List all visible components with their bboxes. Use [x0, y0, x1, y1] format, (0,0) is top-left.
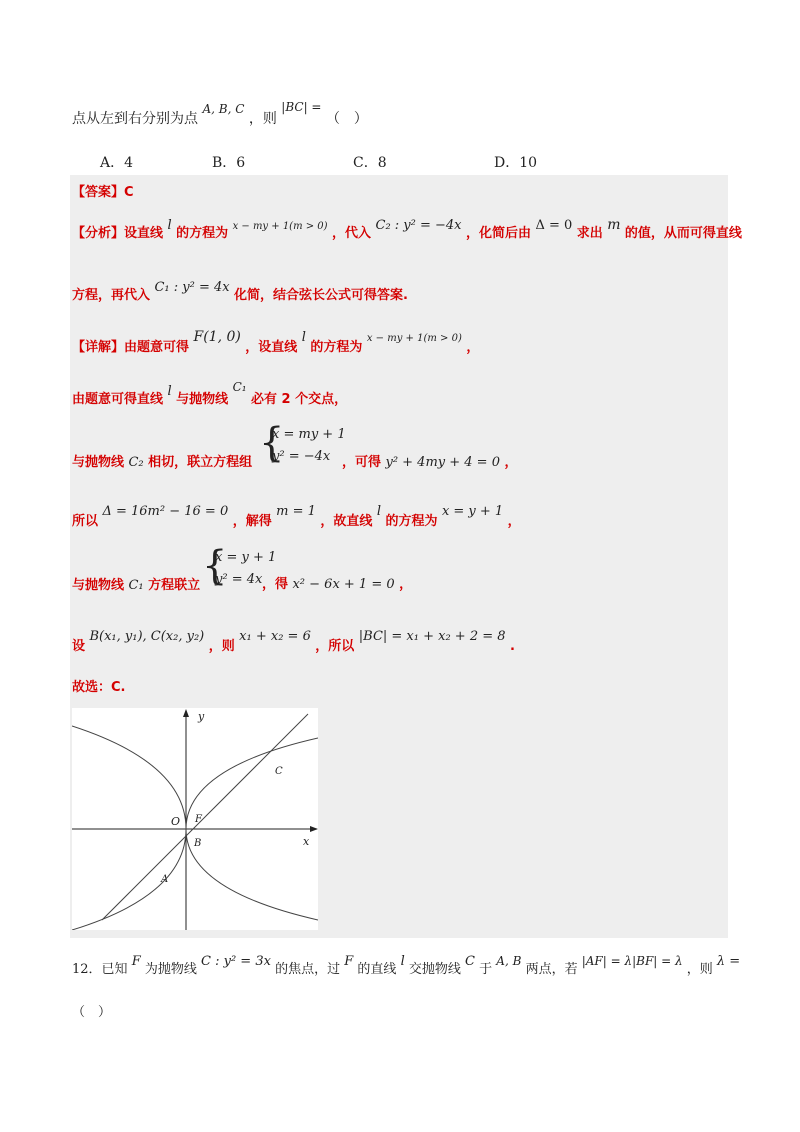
x-axis-arrow	[310, 826, 318, 832]
label-b: B	[194, 838, 202, 849]
detail-line-5: 与抛物线 C₁ 方程联立	[72, 578, 201, 593]
label-focus: F	[195, 814, 202, 825]
label-c: C	[275, 766, 283, 777]
detail-line-6: 设 B(x₁, y₁), C(x₂, y₂) ，则 x₁ + x₂ = 6 ，所以 |BC| = x₁ + x₂ + 2 = 8 .	[72, 629, 515, 654]
intro-prefix: 点从左到右分别为点	[72, 111, 198, 127]
conclusion: 故选：C.	[72, 680, 126, 695]
intro-expr: |BC| =	[281, 100, 322, 114]
label-y: y	[198, 710, 205, 723]
question-12-paren: （ ）	[72, 1005, 112, 1020]
option-c: C．8	[353, 155, 387, 171]
detail-line-1: 【详解】由题意可得 F(1, 0) ，设直线 l 的方程为 x − my + 1(m > 0) ，	[72, 329, 480, 355]
option-a: A．4	[100, 155, 134, 171]
intro-points: A, B, C	[202, 102, 245, 116]
parabola-c2	[72, 726, 186, 930]
figure	[72, 708, 318, 930]
option-b: B．6	[212, 155, 246, 171]
detail-line-2: 由题意可得直线 l 与抛物线 C₁ 必有 2 个交点，	[72, 380, 348, 407]
label-a: A	[161, 874, 169, 885]
detail-line-3: 与抛物线 C₂ 相切，联立方程组	[72, 455, 253, 470]
option-d: D．10	[494, 155, 538, 171]
intro-comma: ，则	[248, 111, 277, 127]
answer-line: 【答案】C	[72, 185, 134, 200]
y-axis-arrow	[183, 709, 189, 717]
label-x: x	[303, 835, 310, 848]
analysis-line-2: 方程，再代入 C₁ : y² = 4x 化简，结合弦长公式可得答案.	[72, 280, 408, 303]
intro-paren: （ ）	[325, 111, 368, 127]
detail-line-5b: ，得 x² − 6x + 1 = 0 ，	[262, 577, 413, 592]
detail-line-4: 所以 Δ = 16m² − 16 = 0 ，解得 m = 1 ，故直线 l 的方程为 x = y + 1 ，	[72, 504, 521, 529]
detail-line-3b: ，可得 y² + 4my + 4 = 0 ，	[342, 455, 518, 470]
label-origin: O	[171, 815, 181, 828]
analysis-line-1: 【分析】设直线 l 的方程为 x − my + 1(m > 0) ，代入 C₂ : y² = −4x ，化简后由 Δ = 0 求出 m 的值，从而可得直线	[72, 217, 742, 241]
intro-line	[72, 100, 368, 127]
question-12-line-1: 12．已知 F 为抛物线 C : y² = 3x 的焦点，过 F 的直线 l 交抛物线 C 于 A, B 两点，若 |AF| = λ|BF| = λ ，则 λ =	[72, 954, 741, 977]
parabola-figure	[72, 708, 318, 930]
line-l	[102, 714, 308, 920]
